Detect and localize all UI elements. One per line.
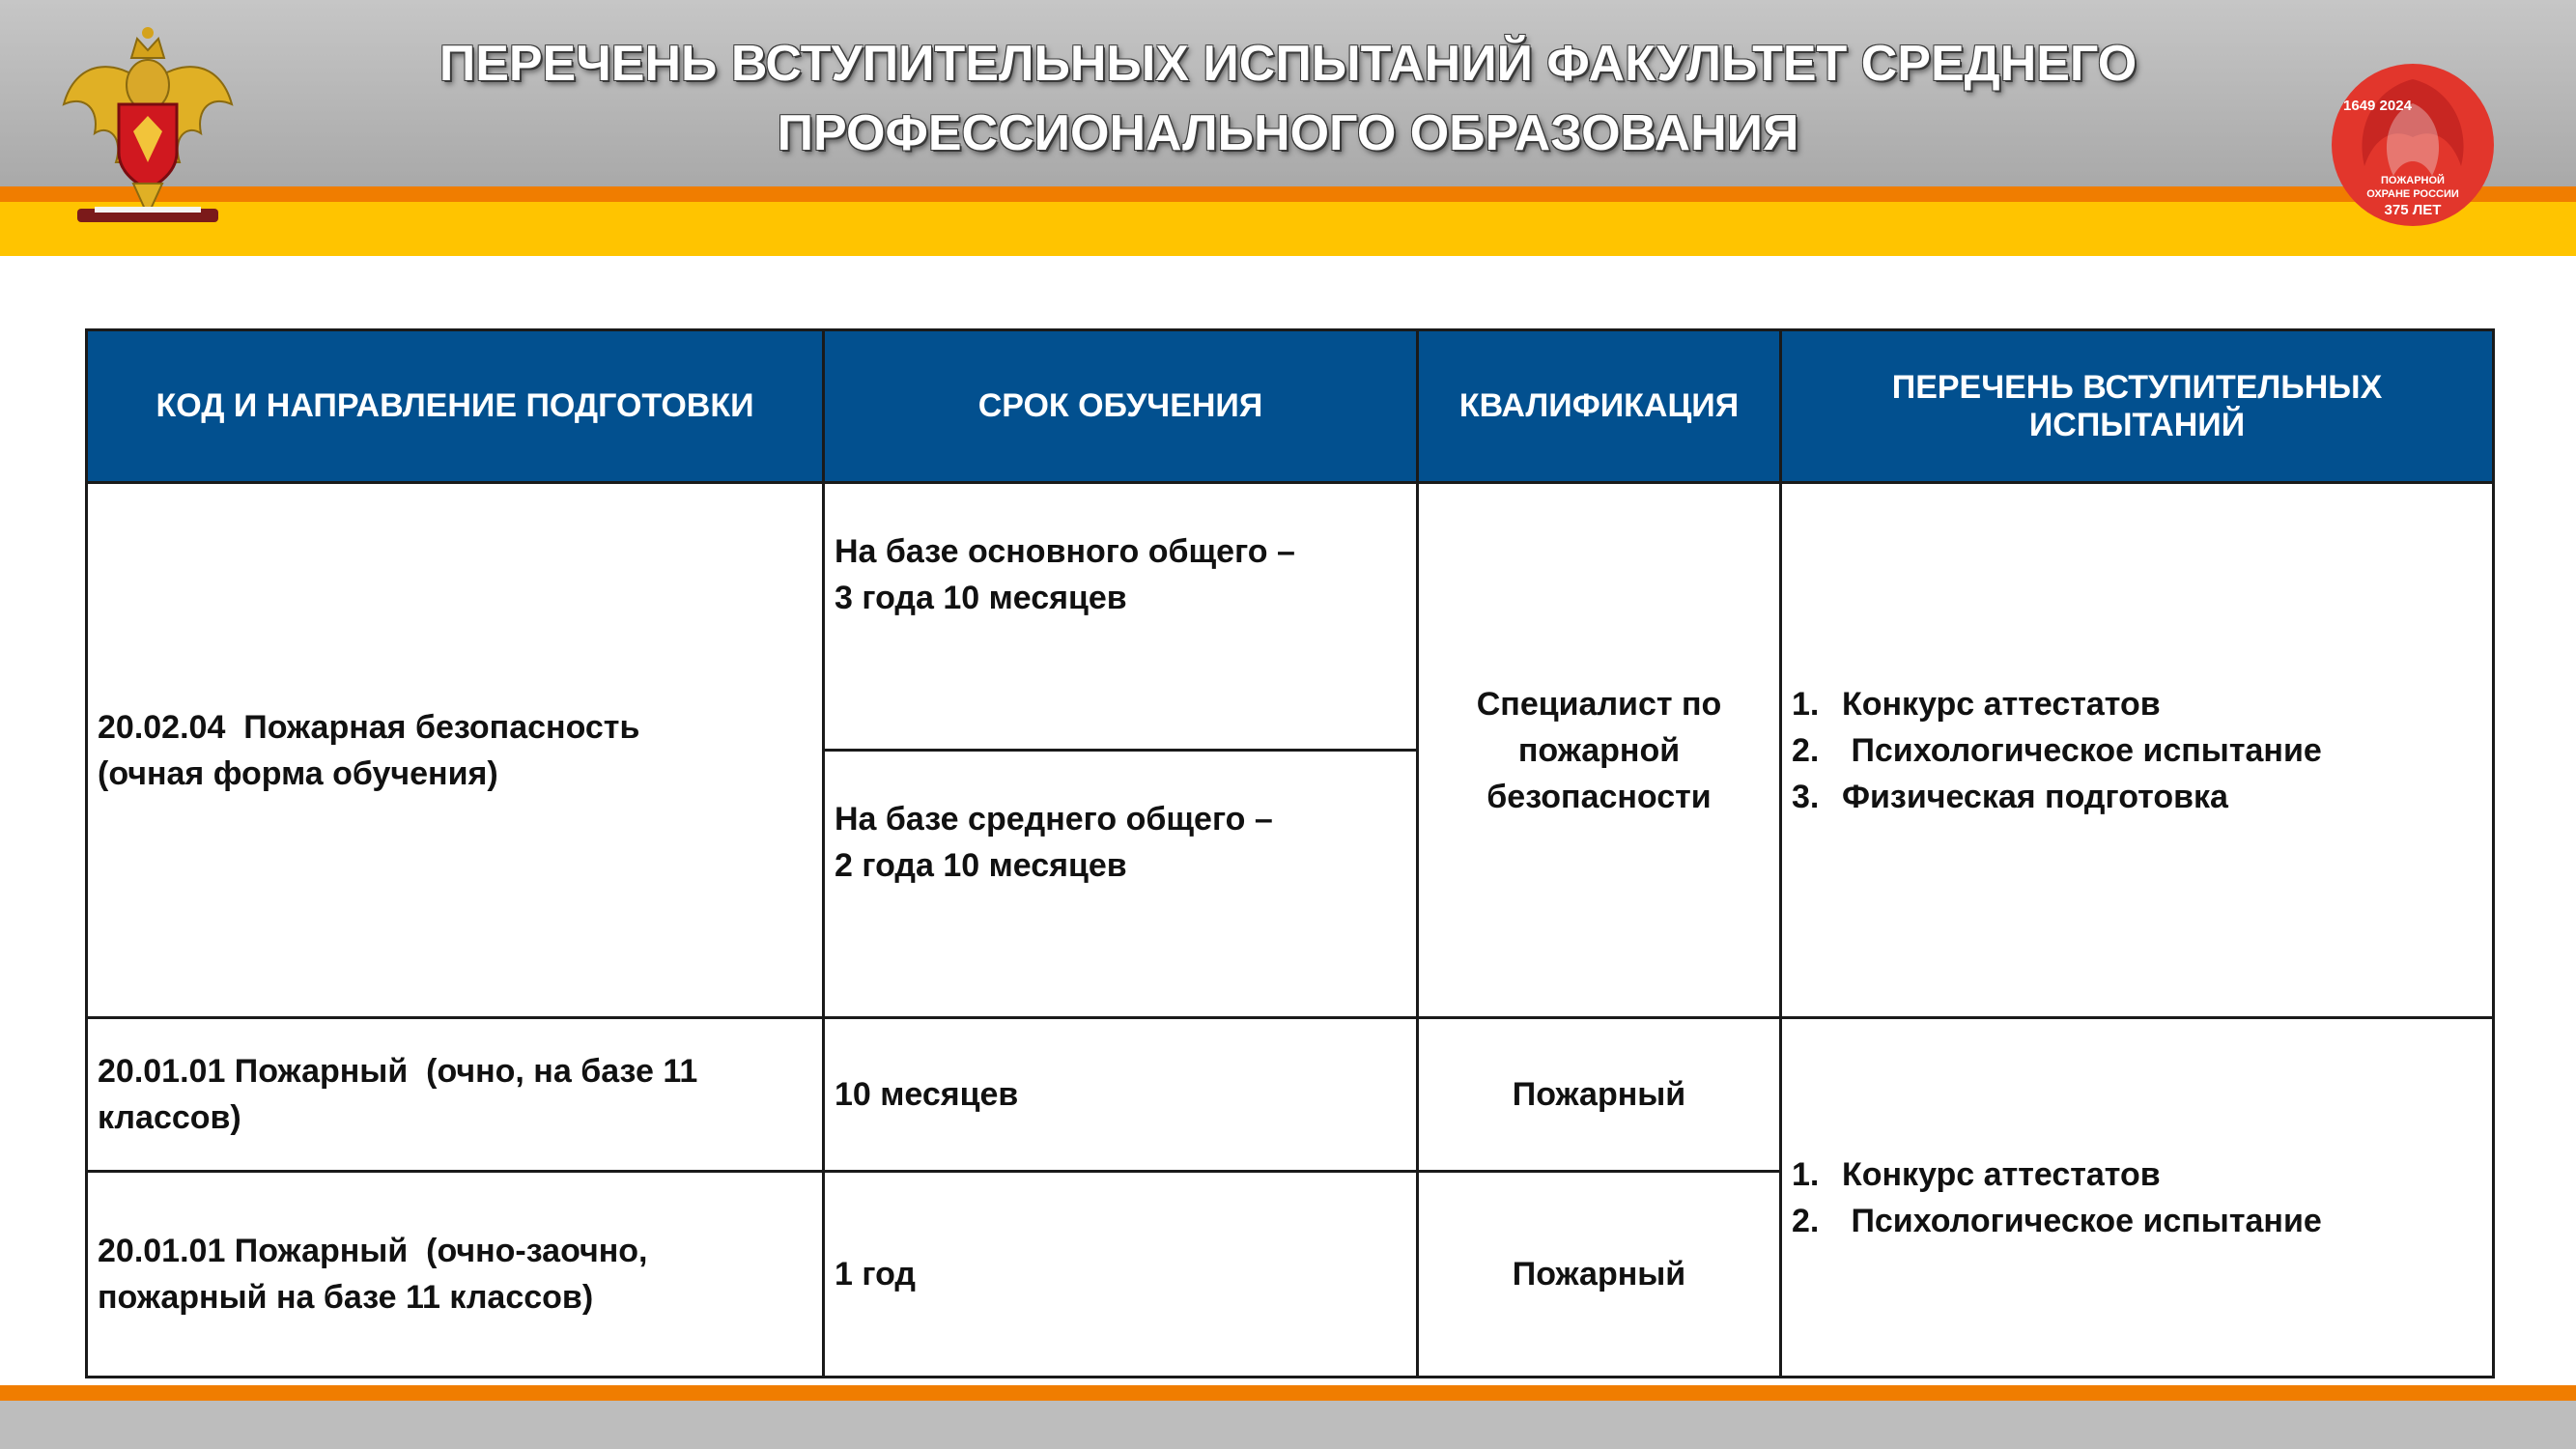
- column-header-qualification: КВАЛИФИКАЦИЯ: [1418, 330, 1781, 483]
- column-header-program: КОД И НАПРАВЛЕНИЕ ПОДГОТОВКИ: [87, 330, 824, 483]
- list-item: 3. Физическая подготовка: [1792, 778, 2228, 815]
- qualification-line2: пожарной: [1517, 731, 1681, 769]
- program-line1: 20.01.01 Пожарный (очно, на базе 11: [98, 1053, 698, 1090]
- fire-service-375-anniversary-icon: [2316, 60, 2509, 234]
- duration-cell: 10 месяцев: [824, 1018, 1418, 1172]
- list-item: 2. Психологическое испытание: [1792, 731, 2322, 769]
- table-header-row: [87, 330, 2494, 483]
- duration-basic-line2: 3 года 10 месяцев: [835, 580, 1127, 616]
- program-cell-firefighter-fulltime: [87, 1018, 824, 1172]
- header-orange-stripe: [0, 186, 2576, 202]
- anniv-line2: ОХРАНЕ РОССИИ: [2366, 188, 2459, 200]
- program-line2: пожарный на базе 11 классов): [98, 1279, 594, 1316]
- duration-cell: 1 год: [824, 1172, 1418, 1378]
- program-line2: классов): [98, 1099, 241, 1136]
- program-name: Пожарная безопасность: [243, 708, 640, 746]
- anniv-years: 1649 2024: [2343, 98, 2412, 114]
- duration-cell-basic: [824, 483, 1418, 751]
- header-yellow-stripe: [0, 202, 2576, 256]
- qualification-cell: Пожарный: [1418, 1018, 1781, 1172]
- page-title: [386, 29, 2190, 168]
- exams-list: [1792, 1151, 2482, 1244]
- exam-table: [85, 328, 2495, 1378]
- list-item: 1. Конкурс аттестатов: [1792, 685, 2161, 723]
- qualification-line3: безопасности: [1486, 778, 1712, 815]
- exams-cell-firefighter: [1781, 1018, 2494, 1378]
- footer-gray-band: [0, 1401, 2576, 1449]
- qualification-cell: Пожарный: [1418, 1172, 1781, 1378]
- footer-orange-stripe: [0, 1385, 2576, 1401]
- program-code: 20.02.04: [98, 708, 226, 746]
- list-item: 1. Конкурс аттестатов: [1792, 1155, 2161, 1193]
- program-title: [98, 704, 812, 751]
- table-row: [87, 1018, 2494, 1172]
- title-line-1: ПЕРЕЧЕНЬ ВСТУПИТЕЛЬНЫХ ИСПЫТАНИЙ ФАКУЛЬТЕТ СРЕДНЕГО: [439, 36, 2137, 92]
- program-cell-firefighter-parttime: [87, 1172, 824, 1378]
- anniv-line3: 375 ЛЕТ: [2384, 202, 2442, 218]
- program-line1: 20.01.01 Пожарный (очно-заочно,: [98, 1233, 648, 1269]
- table-row: [87, 483, 2494, 751]
- column-header-duration: СРОК ОБУЧЕНИЯ: [824, 330, 1418, 483]
- anniv-line1: ПОЖАРНОЙ: [2381, 175, 2445, 186]
- column-header-exams: ПЕРЕЧЕНЬ ВСТУПИТЕЛЬНЫХ ИСПЫТАНИЙ: [1781, 330, 2494, 483]
- duration-cell-secondary: [824, 751, 1418, 1018]
- duration-secondary-line1: На базе среднего общего –: [835, 801, 1273, 838]
- exams-cell-fire-safety: [1781, 483, 2494, 1018]
- qualification-line1: Специалист по: [1476, 685, 1722, 723]
- duration-secondary-line2: 2 года 10 месяцев: [835, 847, 1127, 884]
- duration-basic-line1: На базе основного общего –: [835, 533, 1295, 570]
- list-item: 2. Психологическое испытание: [1792, 1202, 2322, 1239]
- mchs-emblem-icon: [56, 17, 240, 230]
- exams-list: [1792, 681, 2482, 820]
- title-line-2: ПРОФЕССИОНАЛЬНОГО ОБРАЗОВАНИЯ: [777, 105, 1799, 161]
- qualification-cell-specialist: [1418, 483, 1781, 1018]
- program-form: (очная форма обучения): [98, 754, 498, 792]
- program-cell-fire-safety: [87, 483, 824, 1018]
